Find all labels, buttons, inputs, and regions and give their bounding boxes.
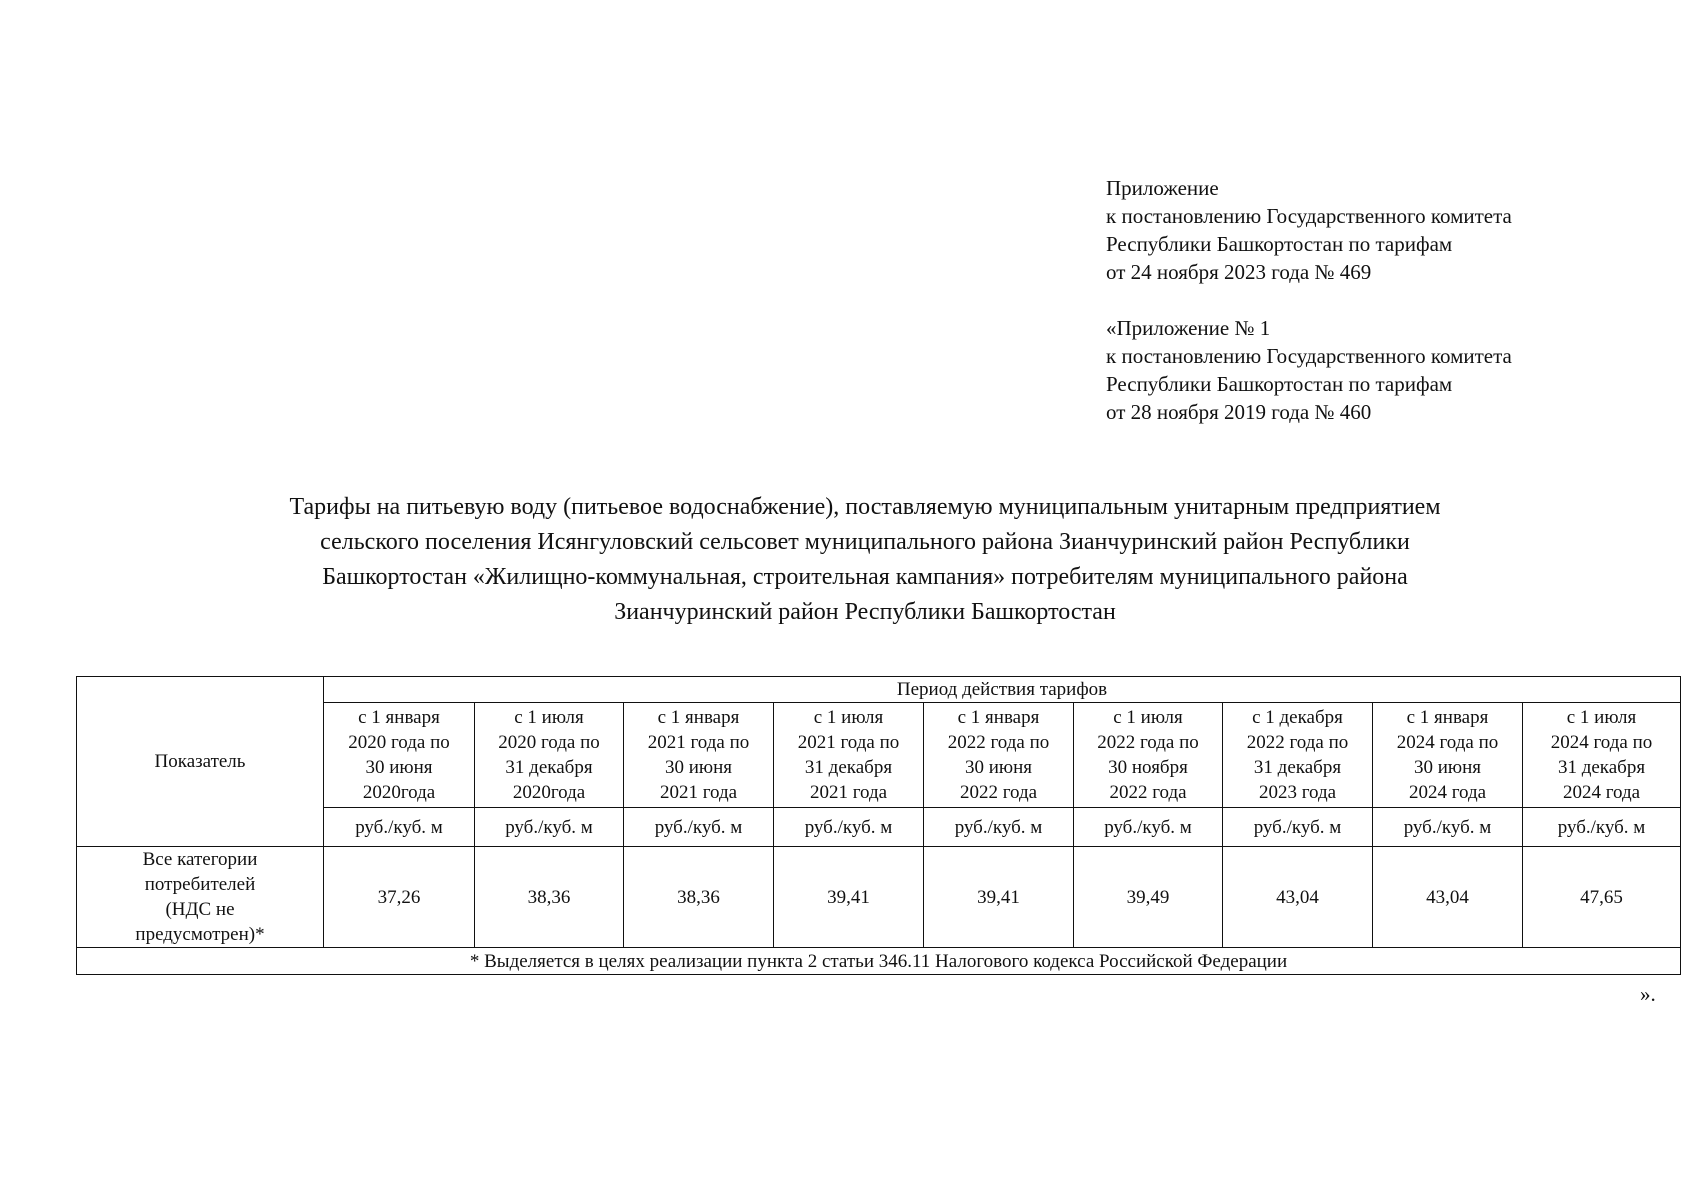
unit-cell: руб./куб. м <box>475 808 624 847</box>
spacer <box>1106 286 1666 314</box>
closing-quote-mark: ». <box>1640 982 1656 1006</box>
value-cell: 43,04 <box>1223 847 1373 948</box>
value-cell: 37,26 <box>324 847 475 948</box>
title-line: Зианчуринский район Республики Башкортостан <box>614 599 1116 625</box>
period-cell: с 1 января 2022 года по 30 июня 2022 года <box>924 703 1074 808</box>
period-cell: с 1 января 2021 года по 30 июня 2021 года <box>624 703 774 808</box>
table-header-row <box>77 677 1681 703</box>
title-line: Башкортостан «Жилищно-коммунальная, строительная кампания» потребителям муниципального района <box>322 564 1408 590</box>
value-cell: 39,41 <box>774 847 924 948</box>
period-cell: с 1 июля 2024 года по 31 декабря 2024 года <box>1523 703 1681 808</box>
period-cell: с 1 января 2024 года по 30 июня 2024 года <box>1373 703 1523 808</box>
tariffs-table <box>76 676 1681 975</box>
attachment-line: Республики Башкортостан по тарифам <box>1106 232 1453 256</box>
table-row <box>77 847 1681 948</box>
title-line: сельского поселения Исянгуловский сельсовет муниципального района Зианчуринский район Республики <box>320 529 1410 555</box>
footnote: * Выделяется в целях реализации пункта 2 статьи 346.11 Налогового кодекса Российской Федерации <box>77 948 1681 975</box>
value-cell: 38,36 <box>475 847 624 948</box>
attachment-line: от 24 ноября 2023 года № 469 <box>1106 260 1372 284</box>
title-line: Тарифы на питьевую воду (питьевое водоснабжение), поставляемую муниципальным унитарным предприятием <box>289 494 1441 520</box>
attachment-line: к постановлению Государственного комитета <box>1106 204 1512 228</box>
period-cell: с 1 июля 2021 года по 31 декабря 2021 года <box>774 703 924 808</box>
unit-cell: руб./куб. м <box>1074 808 1223 847</box>
indicator-header: Показатель <box>77 677 324 847</box>
value-cell: 43,04 <box>1373 847 1523 948</box>
unit-cell: руб./куб. м <box>1223 808 1373 847</box>
period-cell: с 1 января 2020 года по 30 июня 2020года <box>324 703 475 808</box>
attachment-line: «Приложение № 1 <box>1106 316 1271 340</box>
period-header: Период действия тарифов <box>324 677 1681 703</box>
attachment-line: от 28 ноября 2019 года № 460 <box>1106 400 1372 424</box>
attachment-line: к постановлению Государственного комитета <box>1106 344 1512 368</box>
unit-cell: руб./куб. м <box>624 808 774 847</box>
value-cell: 47,65 <box>1523 847 1681 948</box>
footnote-row <box>77 948 1681 975</box>
attachment-header <box>1106 174 1666 426</box>
period-cell: с 1 декабря 2022 года по 31 декабря 2023 года <box>1223 703 1373 808</box>
attachment-line: Приложение <box>1106 176 1219 200</box>
unit-cell: руб./куб. м <box>1523 808 1681 847</box>
attachment-line: Республики Башкортостан по тарифам <box>1106 372 1453 396</box>
unit-cell: руб./куб. м <box>1373 808 1523 847</box>
value-cell: 38,36 <box>624 847 774 948</box>
period-cell: с 1 июля 2022 года по 30 ноября 2022 года <box>1074 703 1223 808</box>
unit-cell: руб./куб. м <box>324 808 475 847</box>
document-title <box>100 490 1630 630</box>
value-cell: 39,41 <box>924 847 1074 948</box>
value-cell: 39,49 <box>1074 847 1223 948</box>
row-label: Все категории потребителей (НДС не предусмотрен)* <box>77 847 324 948</box>
period-cell: с 1 июля 2020 года по 31 декабря 2020года <box>475 703 624 808</box>
unit-cell: руб./куб. м <box>924 808 1074 847</box>
unit-cell: руб./куб. м <box>774 808 924 847</box>
